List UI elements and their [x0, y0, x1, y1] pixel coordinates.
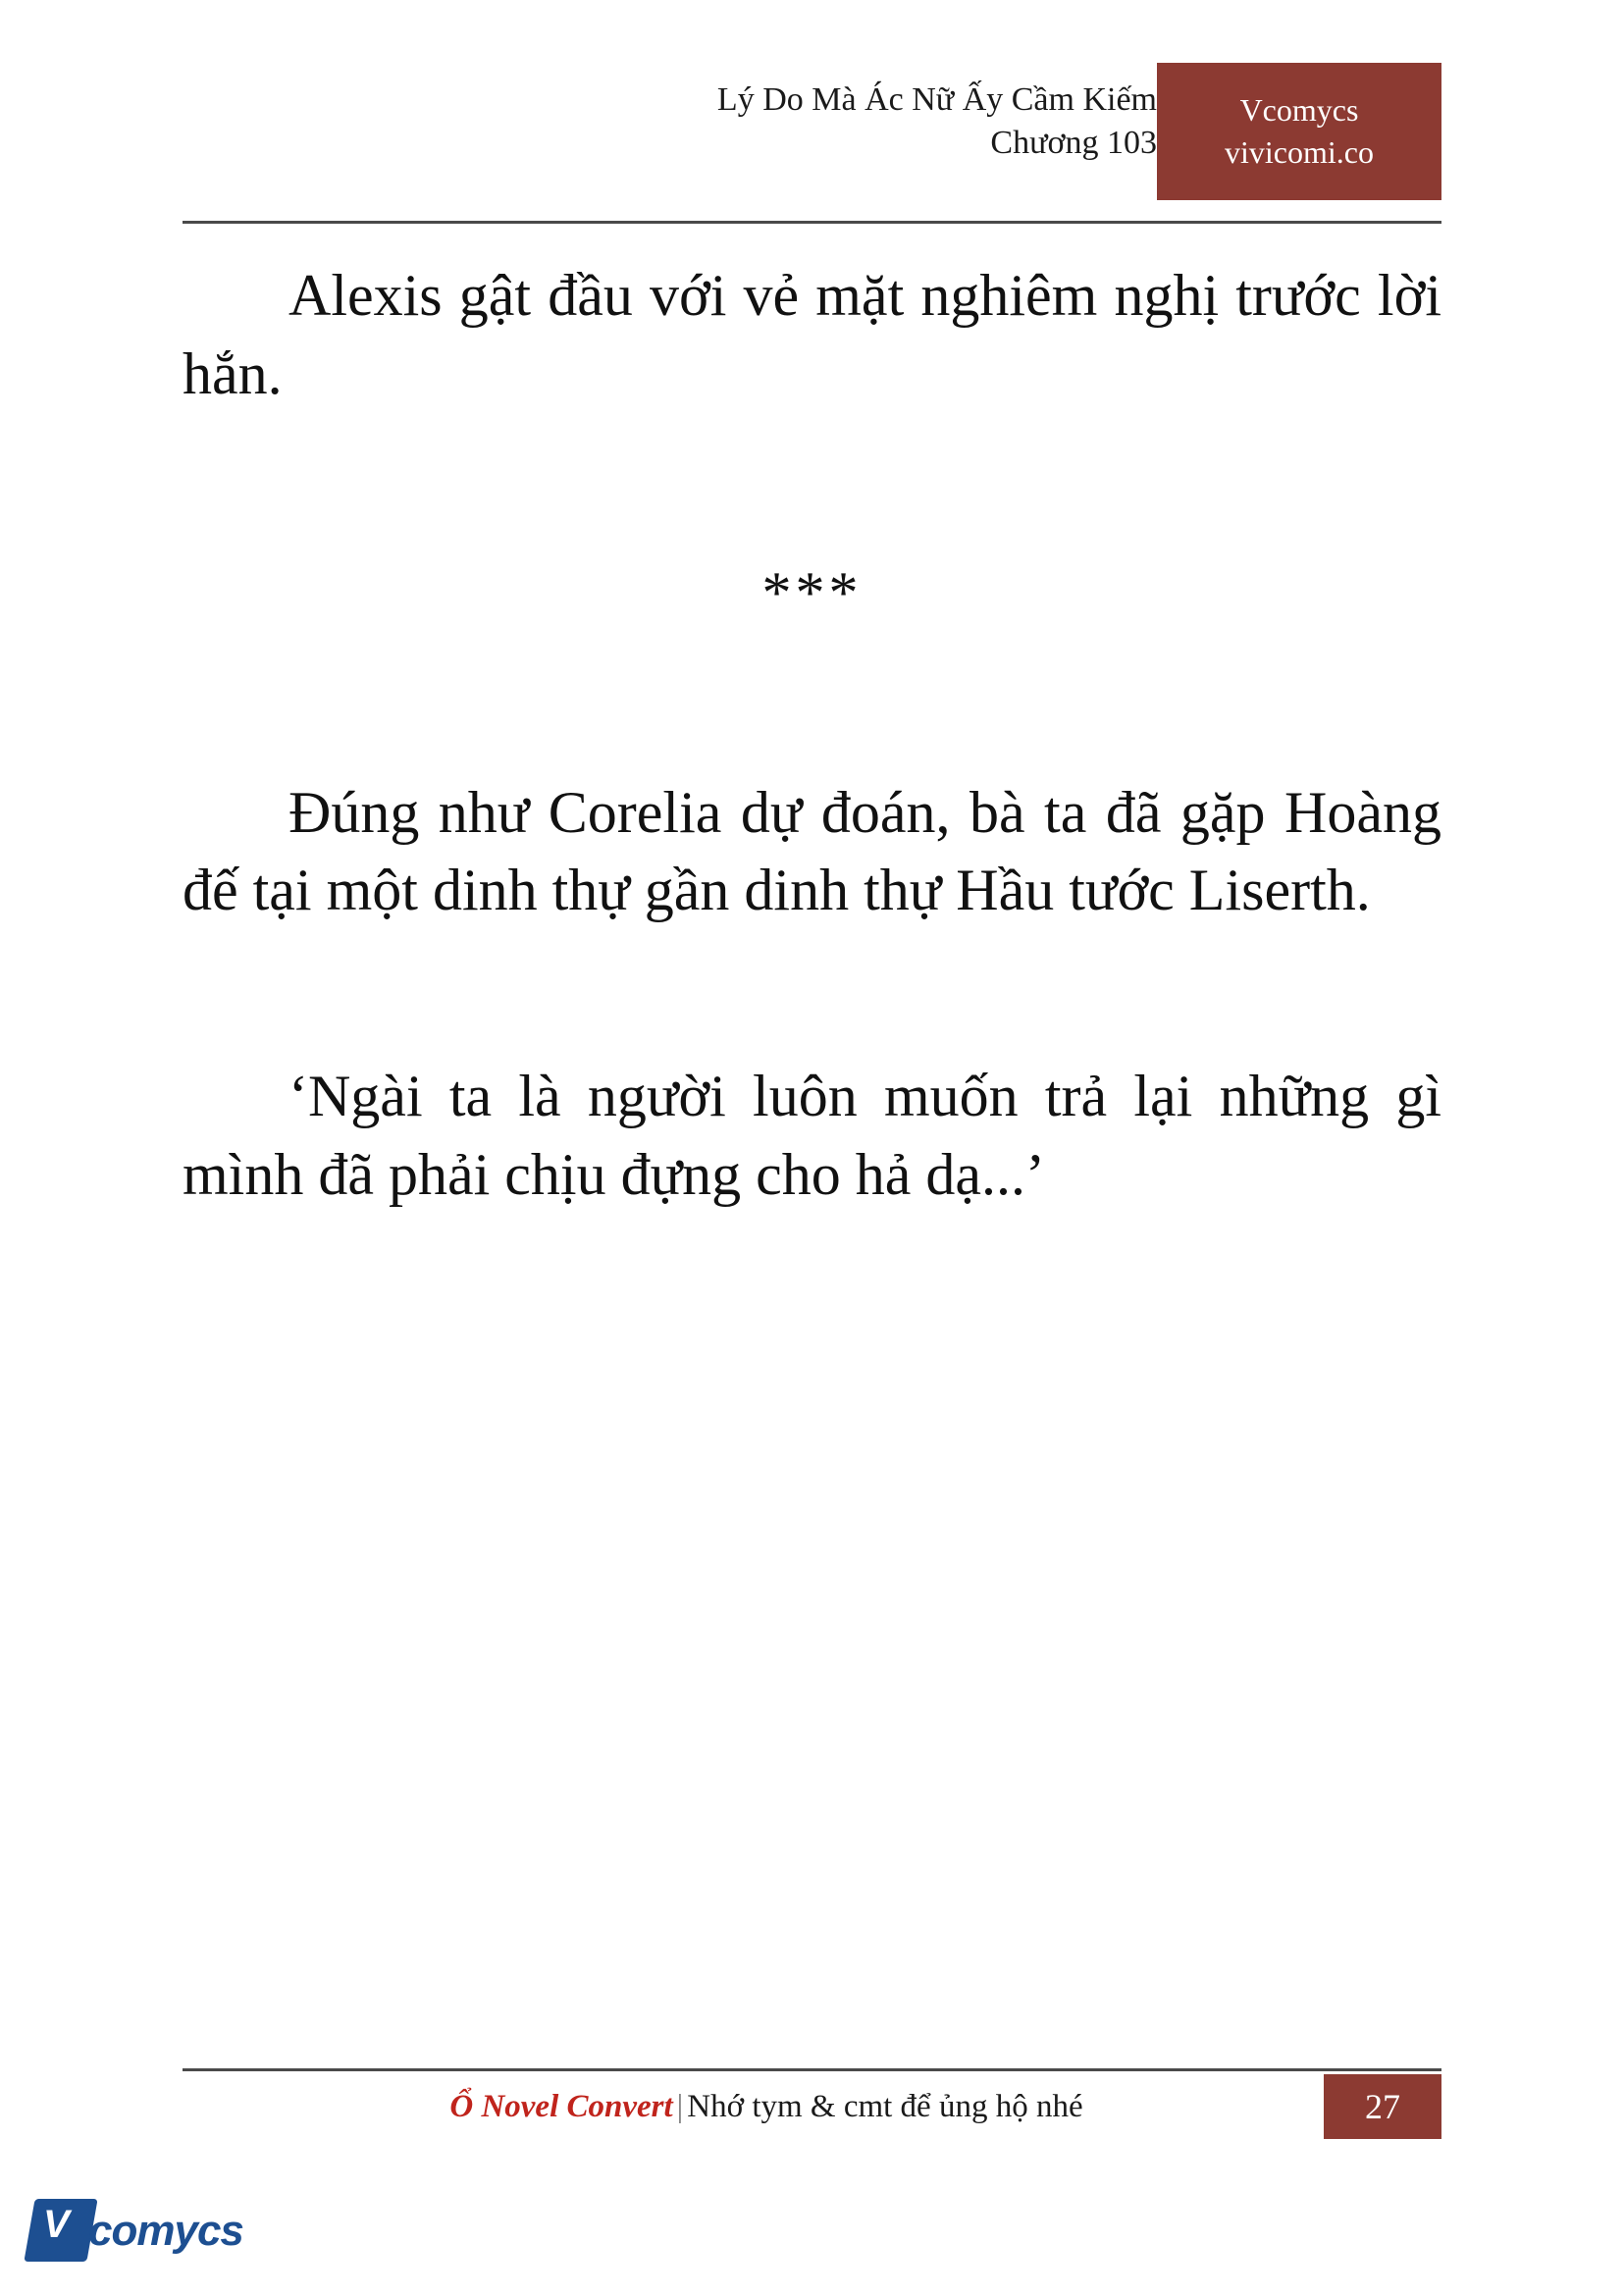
page-number-badge	[1324, 2074, 1441, 2139]
watermark-letter: V	[43, 2203, 70, 2246]
header-title-block	[717, 78, 1157, 165]
page-content	[183, 257, 1441, 1215]
paragraph-1: Alexis gật đầu với vẻ mặt nghiêm nghị trước lời hắn.	[183, 263, 1441, 406]
chapter-label: Chương 103	[990, 125, 1157, 162]
paragraph-3: ‘Ngài ta là người luôn muốn trả lại những gì mình đã phải chịu đựng cho hả dạ...’	[183, 1064, 1441, 1207]
footer-separator: |	[676, 2089, 684, 2124]
vcomycs-watermark-logo	[29, 2193, 255, 2277]
spacer-between-paragraphs	[183, 930, 1441, 1058]
site-badge-name: Vcomycs	[1239, 91, 1359, 128]
page-number: 27	[1365, 2087, 1400, 2126]
novel-title: Lý Do Mà Ác Nữ Ấy Cầm Kiếm	[716, 81, 1157, 118]
footer-credit	[183, 2082, 1350, 2131]
scene-break: ***	[761, 559, 863, 625]
footer-brand: Ổ Novel Convert	[449, 2089, 673, 2124]
page-footer	[183, 2074, 1441, 2139]
spacer-after-scene-break	[183, 627, 1441, 774]
paragraph-2: Đúng như Corelia dự đoán, bà ta đã gặp Hoàng đế tại một dinh thự gần dinh thự Hầu tước Liserth.	[183, 779, 1441, 923]
site-badge	[1157, 63, 1441, 200]
footer-note: Nhớ tym & cmt để ủng hộ nhé	[687, 2089, 1083, 2124]
site-badge-url: vivicomi.co	[1225, 134, 1374, 170]
spacer-before-scene-break	[183, 414, 1441, 559]
header-divider	[183, 221, 1441, 224]
footer-divider	[183, 2068, 1441, 2071]
watermark-text: comycs	[88, 2207, 243, 2255]
page-header	[183, 78, 1441, 216]
